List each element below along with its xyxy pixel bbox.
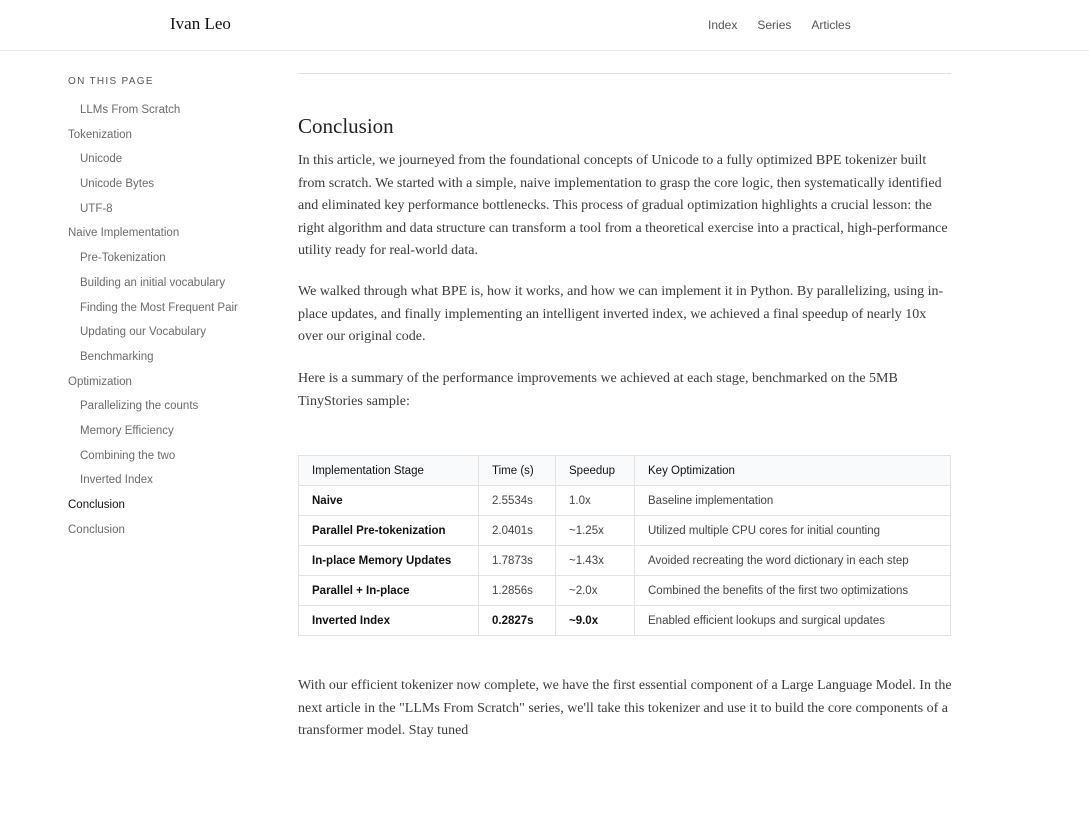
table-row xyxy=(299,576,951,606)
paragraph-summary: In this article, we journeyed from the foundational concepts of Unicode to a fully optimized BPE tokenizer built from scratch. We started with a simple, naive implementation to grasp the core logic, then systematically identified and eliminated key performance bottlenecks. This process of gradual optimization highlights a crucial lesson: the right algorithm and data structure can transform a tool from a theoretical exercise into a practical, high-performance utility ready for real-world data. xyxy=(298,153,948,258)
stage-cell: Naive xyxy=(299,486,479,516)
toc-item-benchmarking[interactable]: Benchmarking xyxy=(80,350,154,363)
section-divider xyxy=(298,73,951,74)
table-row xyxy=(299,486,951,516)
speedup-cell: 1.0x xyxy=(556,486,635,516)
toc-heading: ON THIS PAGE xyxy=(68,76,154,87)
table-row xyxy=(299,606,951,636)
nav-link-index[interactable]: Index xyxy=(708,18,738,32)
site-brand-link[interactable]: Ivan Leo xyxy=(170,14,231,33)
toc-item-llms-from-scratch[interactable]: LLMs From Scratch xyxy=(80,104,181,116)
time-cell: 2.0401s xyxy=(479,516,556,546)
speedup-cell: ~1.25x xyxy=(556,516,635,546)
stage-cell: Parallel + In-place xyxy=(299,576,479,606)
section-title-conclusion: Conclusion xyxy=(298,114,394,138)
table-header-row xyxy=(299,456,951,486)
toc-item-inverted-index[interactable]: Inverted Index xyxy=(80,474,153,487)
optimization-cell: Utilized multiple CPU cores for initial counting xyxy=(635,516,951,546)
performance-summary-table xyxy=(298,455,951,636)
speedup-cell: ~1.43x xyxy=(556,546,635,576)
speedup-cell: ~9.0x xyxy=(556,606,635,636)
toc-item-naive-implementation[interactable]: Naive Implementation xyxy=(68,227,180,240)
toc-item-building-an-initial-vocabulary[interactable]: Building an initial vocabulary xyxy=(80,276,226,289)
toc-item-updating-our-vocabulary[interactable]: Updating our Vocabulary xyxy=(80,326,206,339)
toc-list xyxy=(68,100,268,544)
toc-item-parallelizing-the-counts[interactable]: Parallelizing the counts xyxy=(80,400,199,413)
site-header xyxy=(0,0,1089,51)
toc-item-tokenization[interactable]: Tokenization xyxy=(68,128,132,141)
stage-cell: In-place Memory Updates xyxy=(299,546,479,576)
optimization-cell: Baseline implementation xyxy=(635,486,951,516)
optimization-cell: Enabled efficient lookups and surgical updates xyxy=(635,606,951,636)
stage-cell: Inverted Index xyxy=(299,606,479,636)
time-cell: 1.2856s xyxy=(479,576,556,606)
table-header-speedup: Speedup xyxy=(556,456,635,486)
time-cell: 0.2827s xyxy=(479,606,556,636)
toc-item-conclusion[interactable]: Conclusion xyxy=(68,523,125,536)
nav-link-articles[interactable]: Articles xyxy=(811,18,851,32)
table-header-stage: Implementation Stage xyxy=(299,456,479,486)
table-of-contents xyxy=(68,75,268,544)
paragraph-recap: We walked through what BPE is, how it works, and how we can implement it in Python. By parallelizing, using in-place updates, and finally implementing an intelligent inverted index, we achieved a final speedup of nearly 10x over our original code. xyxy=(298,284,944,344)
toc-item-finding-the-most-frequent-pair[interactable]: Finding the Most Frequent Pair xyxy=(80,301,238,314)
toc-item-optimization[interactable]: Optimization xyxy=(68,375,132,388)
table-row xyxy=(299,516,951,546)
toc-item-unicode[interactable]: Unicode xyxy=(80,153,123,166)
table-row xyxy=(299,546,951,576)
top-nav xyxy=(708,17,871,33)
toc-item-pre-tokenization[interactable]: Pre-Tokenization xyxy=(80,252,166,265)
toc-item-combining-the-two[interactable]: Combining the two xyxy=(80,449,176,462)
table-header-time: Time (s) xyxy=(479,456,556,486)
time-cell: 2.5534s xyxy=(479,486,556,516)
optimization-cell: Combined the benefits of the first two optimizations xyxy=(635,576,951,606)
toc-item-conclusion[interactable]: Conclusion xyxy=(68,499,125,511)
stage-cell: Parallel Pre-tokenization xyxy=(299,516,479,546)
table-header-optimization: Key Optimization xyxy=(635,456,951,486)
time-cell: 1.7873s xyxy=(479,546,556,576)
toc-item-memory-efficiency[interactable]: Memory Efficiency xyxy=(80,424,174,437)
speedup-cell: ~2.0x xyxy=(556,576,635,606)
nav-link-series[interactable]: Series xyxy=(757,18,792,32)
paragraph-table-intro: Here is a summary of the performance improvements we achieved at each stage, benchmarked on the 5MB TinyStories sample: xyxy=(298,371,898,409)
optimization-cell: Avoided recreating the word dictionary in each step xyxy=(635,546,951,576)
toc-item-unicode-bytes[interactable]: Unicode Bytes xyxy=(80,178,155,191)
toc-item-utf-8[interactable]: UTF-8 xyxy=(80,202,113,215)
paragraph-next-steps: With our efficient tokenizer now complete, we have the first essential component of a Large Language Model. In the next article in the "LLMs From Scratch" series, we'll take this tokenizer and use it to build the core components of a transformer model. Stay tuned xyxy=(298,678,952,738)
